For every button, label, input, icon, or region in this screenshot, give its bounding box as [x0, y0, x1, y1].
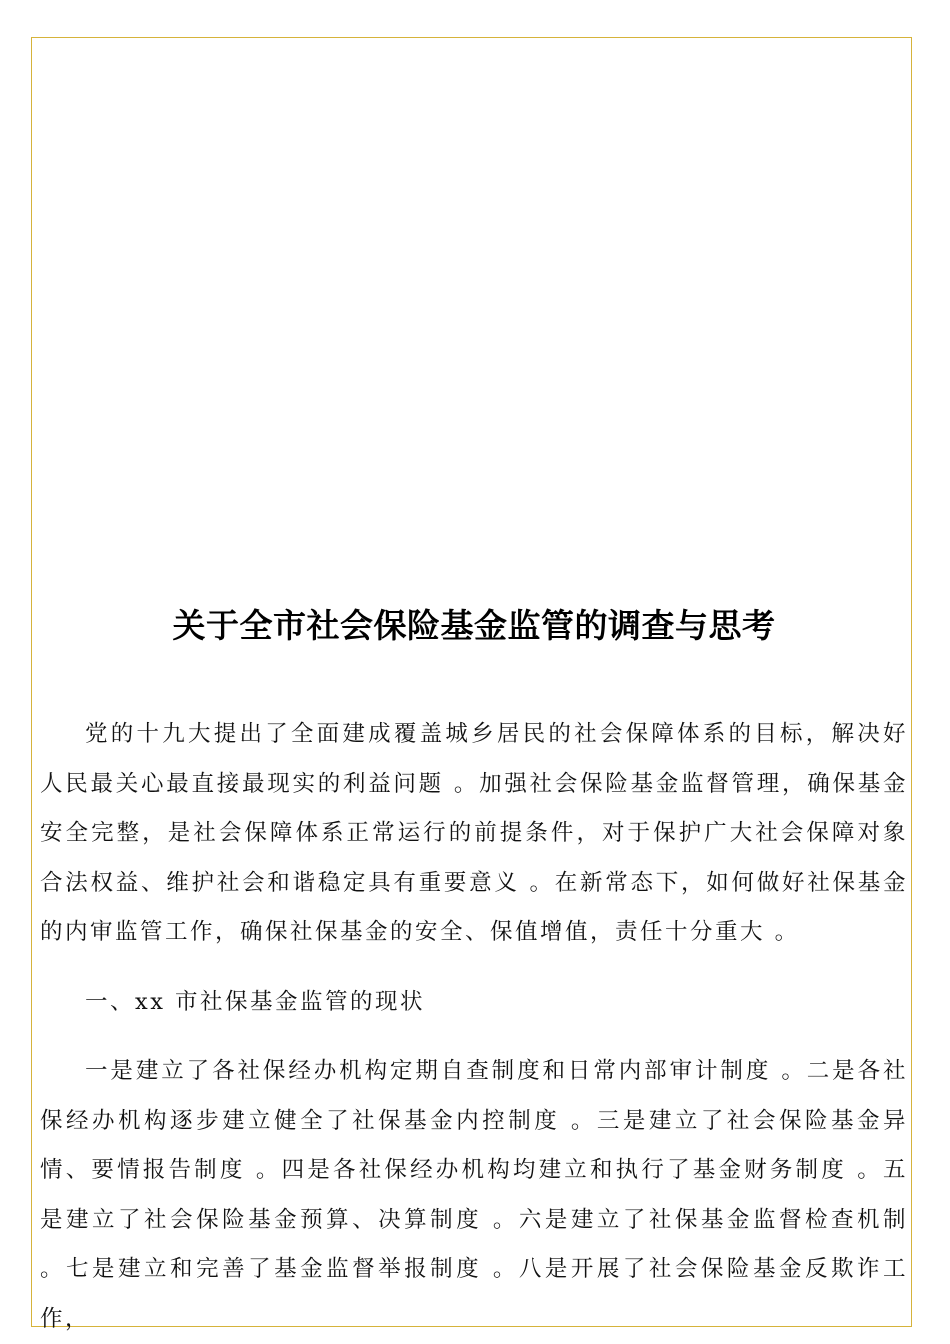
section-status-paragraph: 一是建立了各社保经办机构定期自查制度和日常内部审计制度 。二是各社保经办机构逐步建立健全了社保基金内控制度 。三是建立了社会保险基金异情、要情报告制度 。四是各社保经办机构均建立和执行了基金财务制度 。五是建立了社会保险基金预算、决算制度 。六是建立了社保基金监督检查机制 。七是建立和完善了基金监督举报制度 。八是开展了社会保险基金反欺诈工作， — [40, 1058, 908, 1332]
document-title: 关于全市社会保险基金监管的调查与思考 — [172, 606, 776, 645]
section-heading-status: 一、xx 市社保基金监管的现状 — [85, 988, 426, 1015]
document-body — [40, 596, 908, 1344]
intro-paragraph: 党的十九大提出了全面建成覆盖城乡居民的社会保障体系的目标，解决好人民最关心最直接最现实的利益问题 。加强社会保险基金监督管理，确保基金安全完整，是社会保障体系正常运行的前提条件，对于保护广大社会保障对象合法权益、维护社会和谐稳定具有重要意义 。在新常态下，如何做好社保基金的内审监管工作，确保社保基金的安全、保值增值，责任十分重大 。 — [40, 721, 908, 945]
